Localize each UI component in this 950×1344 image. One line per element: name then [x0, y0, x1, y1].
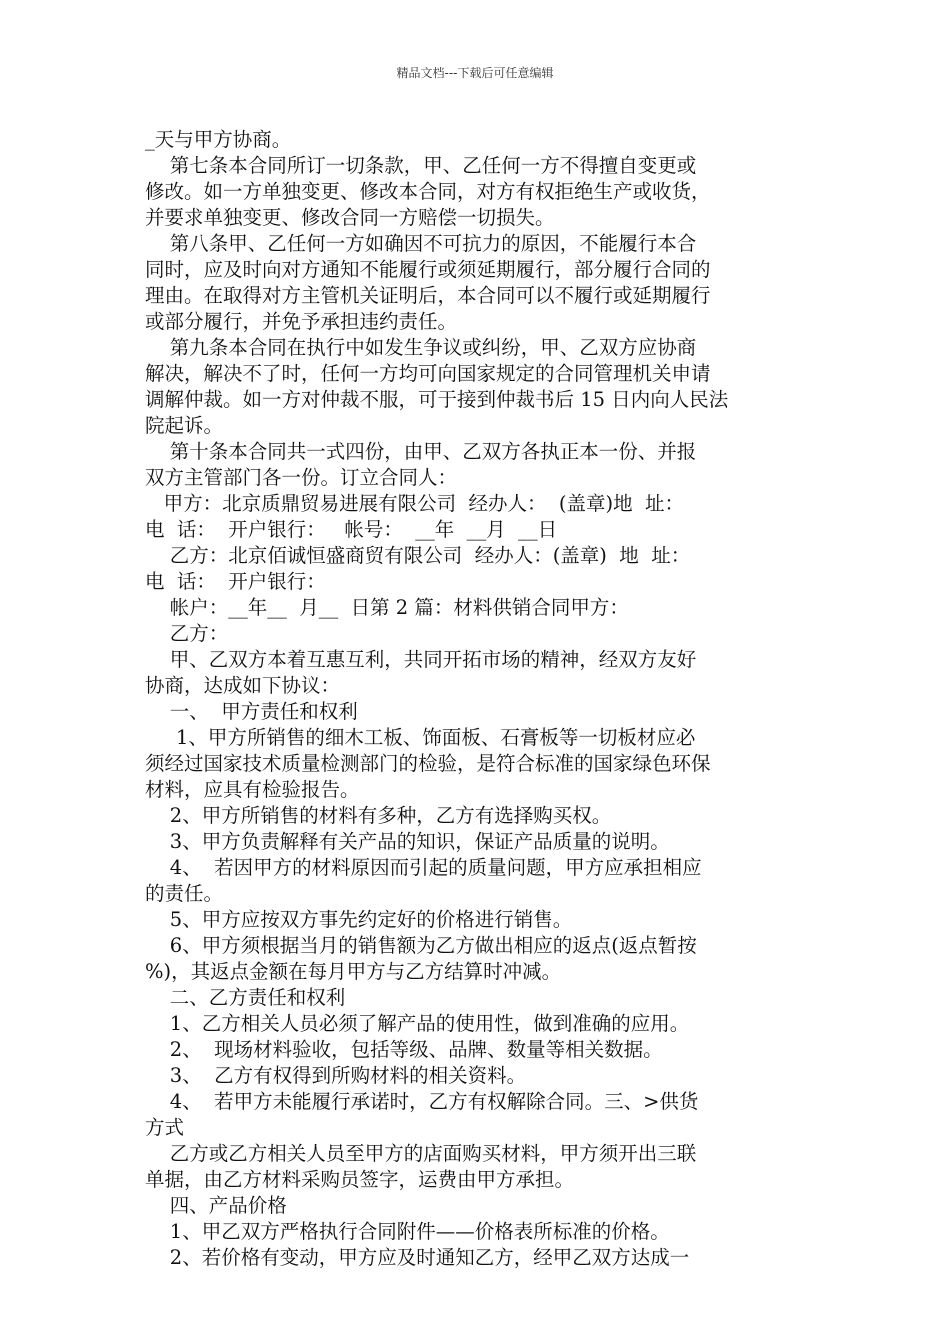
text-line: 5、甲方应按双方事先约定好的价格进行销售。	[145, 908, 573, 931]
page-header: 精品文档---下载后可任意编辑	[396, 66, 554, 80]
text-line: 二、乙方责任和权利	[145, 986, 346, 1009]
text-line: 第八条甲、乙任何一方如确因不可抗力的原因，不能履行本合	[145, 232, 697, 255]
text-line: 院起诉。	[145, 414, 224, 437]
text-line: 2、 现场材料验收，包括等级、品牌、数量等相关数据。	[145, 1038, 663, 1061]
text-line: 乙方：北京佰诚恒盛商贸有限公司 经办人：(盖章) 地 址：	[145, 544, 691, 567]
text-line: 方式	[145, 1116, 185, 1139]
text-line: 同时，应及时向对方通知不能履行或须延期履行，部分履行合同的	[145, 258, 711, 281]
text-line: 4、 若甲方未能履行承诺时，乙方有权解除合同。三、>供货	[145, 1090, 699, 1113]
text-line: 3、甲方负责解释有关产品的知识，保证产品质量的说明。	[145, 830, 670, 853]
text-line: 2、甲方所销售的材料有多种，乙方有选择购买权。	[145, 804, 612, 827]
document-body	[145, 127, 810, 1271]
text-line: 4、 若因甲方的材料原因而引起的质量问题，甲方应承担相应	[145, 856, 702, 879]
text-line: 解决，解决不了时，任何一方均可向国家规定的合同管理机关申请	[145, 362, 711, 385]
text-line: 理由。在取得对方主管机关证明后，本合同可以不履行或延期履行	[145, 284, 711, 307]
text-line: 并要求单独变更、修改合同一方赔偿一切损失。	[145, 206, 555, 229]
text-line: 修改。如一方单独变更、修改本合同，对方有权拒绝生产或收货，	[145, 180, 711, 203]
text-line: 甲、乙双方本着互惠互利，共同开拓市场的精神，经双方友好	[145, 648, 697, 671]
text-line: 一、 甲方责任和权利	[145, 700, 358, 723]
text-line: 调解仲裁。如一方对仲裁不服，可于接到仲裁书后 15 日内向人民法	[145, 388, 729, 411]
text-line: 甲方：北京质鼎贸易进展有限公司 经办人： (盖章)地 址：	[145, 492, 685, 515]
text-line: 电 话： 开户银行：	[145, 570, 326, 593]
text-line: 1、甲方所销售的细木工板、饰面板、石膏板等一切板材应必	[145, 726, 696, 749]
text-line: 1、甲乙双方严格执行合同附件——价格表所标准的价格。	[145, 1220, 670, 1243]
text-line: 单据，由乙方材料采购员签字，运费由甲方承担。	[145, 1168, 575, 1191]
text-line: 2、若价格有变动，甲方应及时通知乙方，经甲乙双方达成一	[145, 1246, 690, 1269]
text-line: _天与甲方协商。	[145, 128, 292, 151]
text-line: 1、乙方相关人员必须了解产品的使用性，做到准确的应用。	[145, 1012, 690, 1035]
text-line: 第十条本合同共一式四份，由甲、乙双方各执正本一份、并报	[145, 440, 697, 463]
text-line: 6、甲方须根据当月的销售额为乙方做出相应的返点(返点暂按	[145, 934, 697, 957]
text-line: 协商，达成如下协议：	[145, 674, 341, 697]
text-line: 电 话： 开户银行： 帐号： __年 __月 __日	[145, 518, 558, 541]
text-line: 帐户：__年__ 月__ 日第 2 篇：材料供销合同甲方：	[145, 596, 629, 619]
text-line: 四、产品价格	[145, 1194, 287, 1217]
text-line: 材料，应具有检验报告。	[145, 778, 360, 801]
text-line: 第九条本合同在执行中如发生争议或纠纷，甲、乙双方应协商	[145, 336, 697, 359]
text-line: 或部分履行，并免予承担违约责任。	[145, 310, 458, 333]
text-line: %)，其返点金额在每月甲方与乙方结算时冲减。	[145, 960, 562, 983]
text-line: 第七条本合同所订一切条款，甲、乙任何一方不得擅自变更或	[145, 154, 697, 177]
text-line: 乙方或乙方相关人员至甲方的店面购买材料，甲方须开出三联	[145, 1142, 697, 1165]
text-line: 乙方：	[145, 622, 229, 645]
text-line: 双方主管部门各一份。订立合同人：	[145, 466, 458, 489]
text-line: 的责任。	[145, 882, 224, 905]
text-line: 3、 乙方有权得到所购材料的相关资料。	[145, 1064, 527, 1087]
text-line: 须经过国家技术质量检测部门的检验，是符合标准的国家绿色环保	[145, 752, 711, 775]
